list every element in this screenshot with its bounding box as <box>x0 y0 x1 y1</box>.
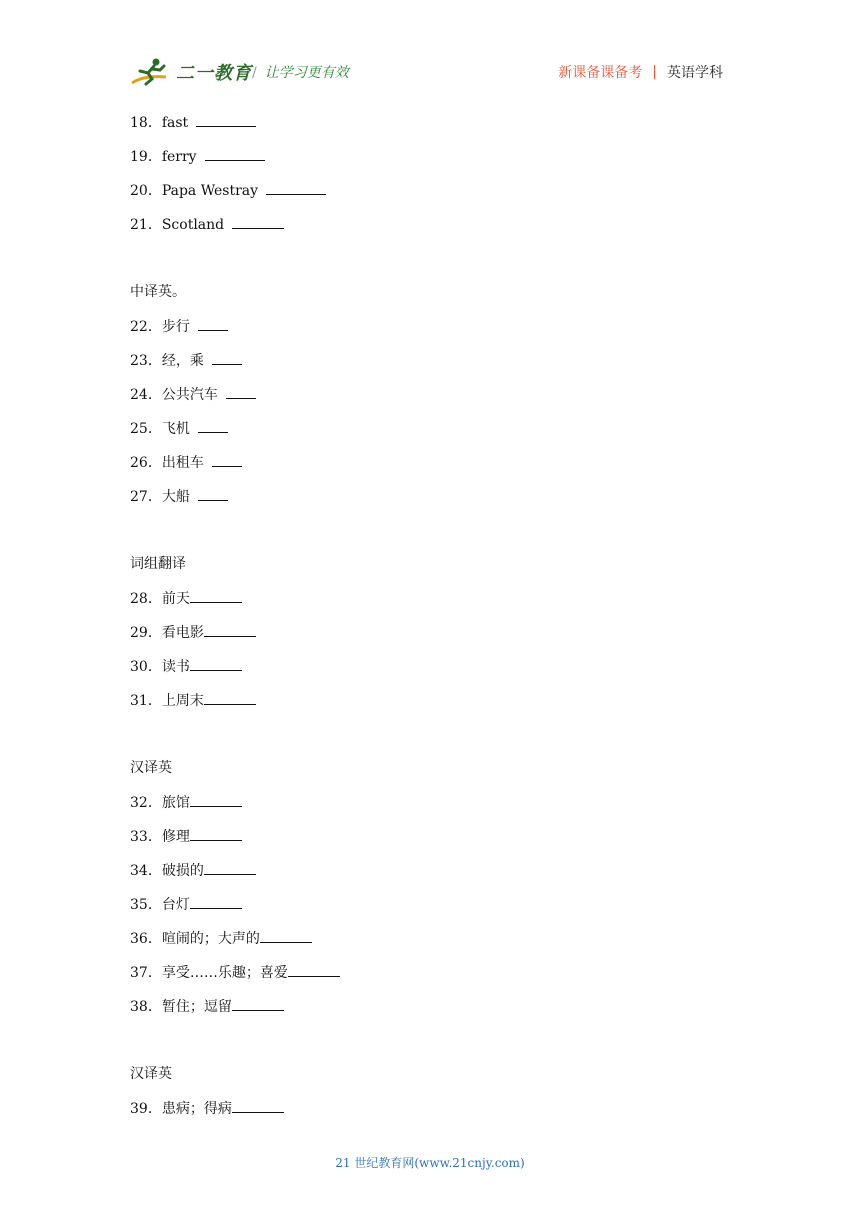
slogan-slash: / <box>252 65 257 81</box>
question-text: 公共汽车 <box>161 387 218 403</box>
runner-logo-icon <box>130 57 172 87</box>
question-number: 28． <box>130 591 162 607</box>
answer-blank[interactable] <box>196 112 256 127</box>
answer-blank[interactable] <box>226 384 256 399</box>
question-text: 暂住；逗留 <box>161 999 232 1015</box>
question-text: 台灯 <box>161 897 190 913</box>
question-text: 上周末 <box>161 693 204 709</box>
question-text: 飞机 <box>161 421 190 437</box>
answer-blank[interactable] <box>190 826 242 841</box>
answer-blank[interactable] <box>260 928 312 943</box>
question-item <box>130 112 730 146</box>
question-text: 步行 <box>161 319 190 335</box>
question-text: 前天 <box>161 591 190 607</box>
question-text: 读书 <box>161 659 190 675</box>
logo <box>130 56 252 88</box>
question-item <box>130 350 730 384</box>
question-text: 患病；得病 <box>161 1101 232 1117</box>
question-number: 27． <box>130 489 162 505</box>
question-item <box>130 962 730 996</box>
answer-blank[interactable] <box>205 146 265 161</box>
header-tags <box>558 62 723 82</box>
question-item <box>130 146 730 180</box>
question-text: Scotland <box>161 217 225 233</box>
answer-blank[interactable] <box>190 588 242 603</box>
answer-blank[interactable] <box>204 622 256 637</box>
answer-blank[interactable] <box>266 180 326 195</box>
question-text: 出租车 <box>161 455 204 471</box>
question-item <box>130 928 730 962</box>
question-item <box>130 690 730 724</box>
slogan-text: 让学习更有效 <box>264 65 349 81</box>
question-text: ferry <box>161 149 197 165</box>
question-number: 31． <box>130 693 162 709</box>
answer-blank[interactable] <box>204 860 256 875</box>
answer-blank[interactable] <box>232 214 284 229</box>
answer-blank[interactable] <box>190 656 242 671</box>
question-number: 29． <box>130 625 162 641</box>
section-title-e: 汉译英 <box>130 1066 172 1082</box>
question-item <box>130 214 730 248</box>
header-separator: | <box>652 64 657 80</box>
question-number: 20． <box>130 183 162 199</box>
worksheet-content <box>130 112 730 1132</box>
question-number: 32． <box>130 795 162 811</box>
question-number: 35． <box>130 897 162 913</box>
question-number: 37． <box>130 965 162 981</box>
question-number: 36． <box>130 931 162 947</box>
logo-text: 二一教育 <box>176 63 252 84</box>
question-text: 喧闹的；大声的 <box>161 931 260 947</box>
question-list-d <box>130 792 730 1030</box>
answer-blank[interactable] <box>232 1098 284 1113</box>
question-list-c <box>130 588 730 724</box>
question-number: 19． <box>130 149 162 165</box>
question-text: 修理 <box>161 829 190 845</box>
question-text: 旅馆 <box>161 795 190 811</box>
section-title-d: 汉译英 <box>130 760 172 776</box>
question-item <box>130 996 730 1030</box>
slogan <box>252 62 349 82</box>
answer-blank[interactable] <box>212 350 242 365</box>
question-item <box>130 792 730 826</box>
question-item <box>130 826 730 860</box>
section-title-c: 词组翻译 <box>130 556 186 572</box>
page-footer: 21 世纪教育网(www.21cnjy.com) <box>335 1156 525 1170</box>
answer-blank[interactable] <box>198 316 228 331</box>
question-item <box>130 384 730 418</box>
header-tag-course: 新课备课备考 <box>558 65 643 81</box>
answer-blank[interactable] <box>190 894 242 909</box>
question-item <box>130 656 730 690</box>
question-number: 33． <box>130 829 162 845</box>
question-text: 看电影 <box>161 625 204 641</box>
answer-blank[interactable] <box>232 996 284 1011</box>
answer-blank[interactable] <box>198 486 228 501</box>
answer-blank[interactable] <box>198 418 228 433</box>
answer-blank[interactable] <box>288 962 340 977</box>
question-item <box>130 452 730 486</box>
question-text: Papa Westray <box>161 183 259 199</box>
question-item <box>130 860 730 894</box>
question-number: 34． <box>130 863 162 879</box>
question-number: 38． <box>130 999 162 1015</box>
question-text: 经，乘 <box>161 353 204 369</box>
question-number: 39． <box>130 1101 162 1117</box>
question-text: fast <box>161 115 189 131</box>
question-list-b <box>130 316 730 520</box>
question-list-a <box>130 112 730 248</box>
header-tag-subject: 英语学科 <box>667 65 723 81</box>
page-header <box>0 0 860 100</box>
question-text: 破损的 <box>161 863 204 879</box>
question-number: 23． <box>130 353 162 369</box>
answer-blank[interactable] <box>204 690 256 705</box>
question-text: 大船 <box>161 489 190 505</box>
question-number: 18． <box>130 115 162 131</box>
question-text: 享受……乐趣；喜爱 <box>161 965 288 981</box>
question-item <box>130 1098 730 1132</box>
question-item <box>130 316 730 350</box>
question-list-e <box>130 1098 730 1132</box>
question-item <box>130 418 730 452</box>
answer-blank[interactable] <box>190 792 242 807</box>
question-number: 24． <box>130 387 162 403</box>
question-item <box>130 486 730 520</box>
question-item <box>130 180 730 214</box>
question-number: 21． <box>130 217 162 233</box>
question-item <box>130 588 730 622</box>
question-item <box>130 894 730 928</box>
question-item <box>130 622 730 656</box>
question-number: 22． <box>130 319 162 335</box>
question-number: 26． <box>130 455 162 471</box>
question-number: 30． <box>130 659 162 675</box>
answer-blank[interactable] <box>212 452 242 467</box>
section-title-b: 中译英。 <box>130 284 186 300</box>
question-number: 25． <box>130 421 162 437</box>
